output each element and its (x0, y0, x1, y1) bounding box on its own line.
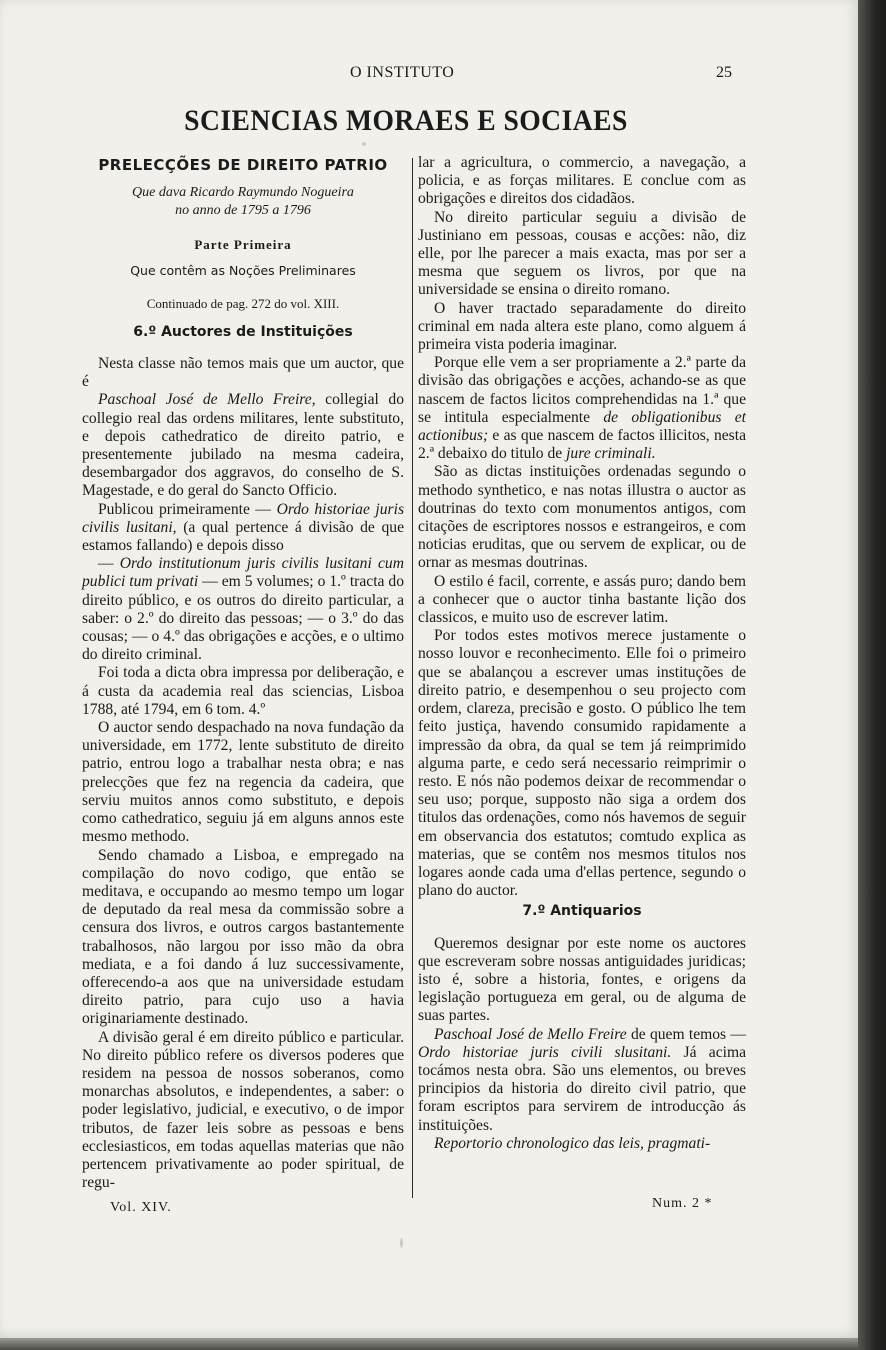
work-title: Ordo historiae juris civilis lusitani, (82, 500, 405, 536)
running-head (0, 64, 858, 88)
paragraph: Foi toda a dicta obra impressa por deliberação, e á custa da academia real das sciencias, Lisboa 1788, até 1794, em 6 tom. 4.º (82, 664, 404, 718)
section-title: SCIENCIAS MORAES E SOCIAES (184, 104, 628, 137)
ink-speck (400, 1238, 403, 1248)
paragraph: Sendo chamado a Lisboa, e empregado na compilação do novo codigo, que então se meditava, e occupando ao mesmo tempo um logar de deputado da real mesa da commissão sobre a censura dos livros, e outros cargos bastantemente trabalhosos, não largou por isso mão da obra mediata, e a foi dando á luz successivamente, offerecendo-a aos que na universidade estudam direito patrio, para cujo uso a havia originariamente destinado. (82, 846, 404, 1028)
lecture-subtitle-line-1: Que dava Ricardo Raymundo Nogueira (132, 185, 354, 201)
work-title: Ordo historiae juris civili slusitani. (418, 1043, 672, 1061)
paragraph: Por todos estes motivos merece justamente o nosso louvor e reconhecimento. Elle foi o primeiro que se abalançou a escrever umas instituções de direito patrio, e desempenhou o seu projecto com ordem, clareza, precisão e gosto. O público lhe tem feito justiça, havendo consumido rapidamente a impressão da obra, da qual se tem já reimprimido alguma parte, e cedo será necessario reimprimir o resto. E nós não podemos deixar de recommendar o seu uso; porque, supposto não siga a ordem dos titulos das ordenações, como nós havemos de seguir em observancia dos estatutos; comtudo explica as materias, que se contêm nos mesmos titulos nos logares aonde cada uma d'ellas pertence, segundo o plano do auctor. (418, 627, 746, 900)
ink-speck (362, 142, 366, 146)
paragraph: São as dictas instituições ordenadas segundo o methodo synthetico, e nas notas illustra o auctor as doutrinas do texto com monumentos antigos, com citações de escriptores nossos e estrangeiros, e com noticias eruditas, que ou servem de explicar, ou de ornar as mesmas doutrinas. (418, 463, 746, 572)
signature-mark: Num. 2 * (652, 1196, 713, 1211)
column-rule (412, 158, 413, 1198)
paragraph: Paschoal José de Mello Freire, collegial do collegio real das ordens militares, lente substituto, e depois cathedratico de direito patrio, e presentemente jubilado na mesma cadeira, desembargador dos aggravos, do conselho de S. Magestade, e do geral do Sancto Officio. (82, 391, 404, 500)
paragraph: Nesta classe não temos mais que um auctor, que é (82, 355, 404, 391)
work-title: Reportorio chronologico das leis, pragmati- (434, 1134, 711, 1152)
paragraph: — Ordo institutionum juris civilis lusitani cum publici tum privati — em 5 volumes; o 1.º tracta do direito público, e os outros do direito particular, a saber: o 2.º do direito das pessoas; — o 3.º do das cousas; — o 4.º das obrigações e acções, e o ultimo do direito criminal. (82, 555, 404, 664)
paragraph: Publicou primeiramente — Ordo historiae juris civilis lusitani, (a qual pertence á divisão de que estamos fallando) e depois disso (82, 500, 405, 555)
volume-footer: Vol. XIV. (110, 1200, 172, 1215)
page-number: 25 (716, 64, 732, 81)
paragraph: Porque elle vem a ser propriamente a 2.ª parte da divisão das obrigações e acções, achando-se as que nascem de factos licitos comprehendidas na 1.ª que se intitula especialmente de obligationibus et actionibus; e as que nascem de factos illicitos, nesta 2.ª debaixo do titulo de jure criminali. (418, 354, 746, 463)
book-edge-bottom (0, 1338, 858, 1350)
author-name: Paschoal José de Mello Freire (434, 1025, 627, 1043)
paragraph: Queremos designar por este nome os auctores que escreveram sobre nossas antiguidades juridicas; isto é, sobre a historia, fontes, e origens da legislação portugueza em geral, ou de alguma de suas partes. (418, 934, 746, 1025)
paragraph (418, 1135, 746, 1153)
paragraph: O auctor sendo despachado na nova fundação da universidade, em 1772, lente substituto de direito patrio, entrou logo a trabalhar nesta obra; e nas prelecções que fez na regencia da cadeira, que serviu muitos annos como substituto, e depois como cathedratico, seguiu já em alguns annos este mesmo methodo. (82, 719, 404, 846)
section-7-heading: 7.º Antiquarios (522, 903, 642, 920)
section-6-heading: 6.º Auctores de Instituições (133, 323, 353, 340)
book-edge-right (858, 0, 886, 1350)
paragraph: Paschoal José de Mello Freire de quem temos — Ordo historiae juris civili slusitani. Já acima tocámos nesta obra. São uns elementos, ou breves principios da historia do direito civil patrio, que foram escriptos para servirem de introducção ás instituições. (418, 1025, 746, 1134)
work-title: de obligationibus et actionibus; (418, 408, 746, 445)
part-title: Parte Primeira (194, 237, 292, 253)
paragraph: A divisão geral é em direito público e particular. No direito público refere os diversos poderes que residem na pessoa de nossos soberanos, como monarchas absolutos, e independentes, a saber: o poder legislativo, judicial, e executivo, o de impor tributos, de fazer leis sobre as pessoas e bens ecclesiasticos, em todas aquellas materias que não pertencem privativamente ao poder spiritual, de regu- (82, 1028, 404, 1192)
right-column (418, 154, 746, 1153)
work-title: jure criminali. (566, 445, 656, 463)
paragraph: O haver tractado separadamente do direito criminal em nada altera este plano, como alguem á primeira vista poderia imaginar. (418, 299, 746, 354)
content-note: Que contêm as Noções Preliminares (130, 263, 356, 279)
continued-note: Continuado de pag. 272 do vol. XIII. (146, 295, 340, 311)
running-title: O INSTITUTO (350, 64, 455, 81)
lecture-title: PRELECÇÕES DE DIREITO PATRIO (98, 156, 388, 174)
paragraph: No direito particular seguiu a divisão de Justiniano em pessoas, cousas e acções: não, diz elle, por lhe parecer a mais exacta, mas por ser a mesma que seguem os livros, por que na universidade se ensina o direito romano. (418, 208, 746, 299)
left-column (82, 156, 404, 1192)
lecture-subtitle-line-2: no anno de 1795 a 1796 (175, 203, 311, 219)
paragraph: O estilo é facil, corrente, e assás puro; dando bem a conhecer que o auctor tinha bastante lição dos classicos, e muito uso de escrever latim. (418, 572, 746, 627)
work-title: Ordo institutionum juris civilis lusitani cum publici tum privati (82, 555, 404, 591)
paragraph: lar a agricultura, o commercio, a navegação, a policia, e as forças militares. E conclue com as obrigações e direitos dos cidadãos. (418, 154, 746, 208)
author-name: Paschoal José de Mello Freire, (98, 391, 316, 409)
